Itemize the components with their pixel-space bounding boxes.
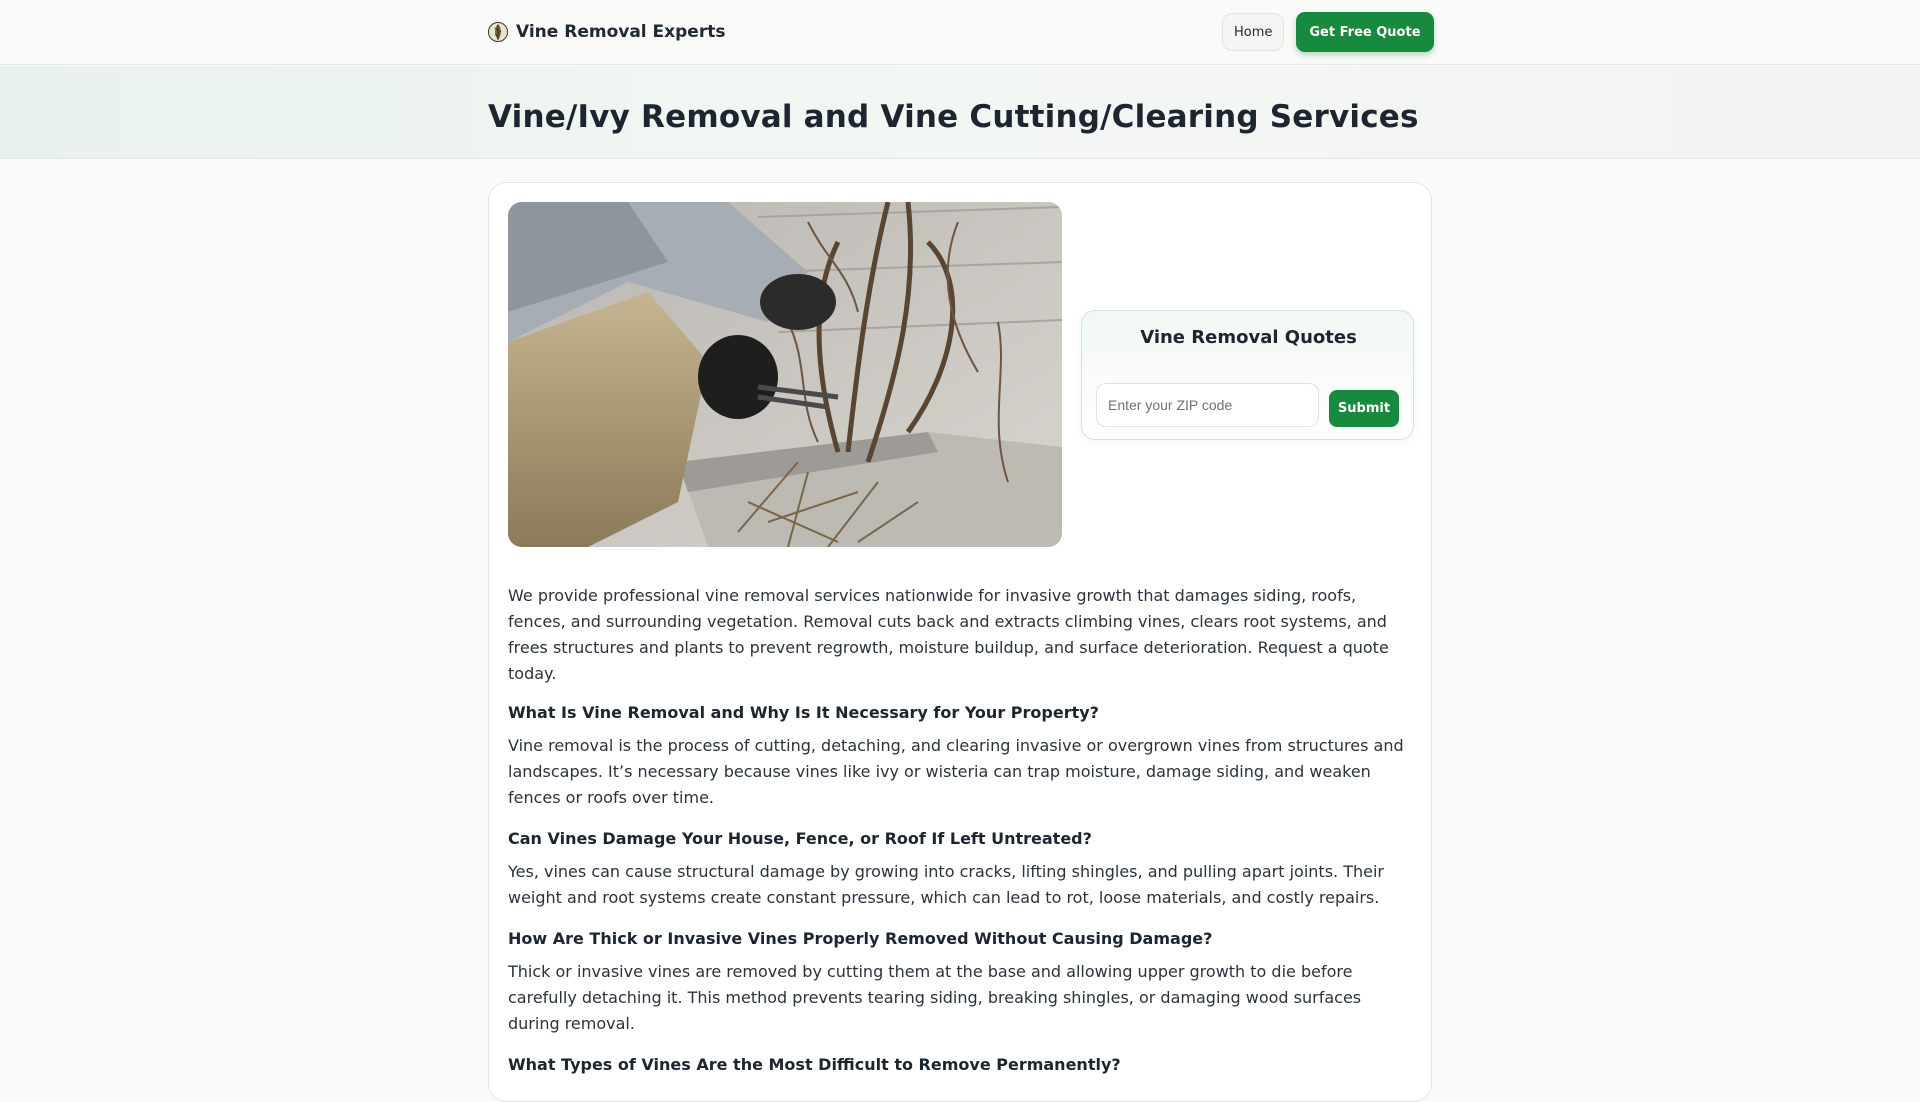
vine-removal-photo xyxy=(508,202,1062,547)
section-heading: How Are Thick or Invasive Vines Properly Removed Without Causing Damage? xyxy=(508,929,1213,948)
brand-name: Vine Removal Experts xyxy=(516,22,726,42)
zip-code-input[interactable] xyxy=(1096,383,1319,427)
hero-banner xyxy=(0,66,1920,159)
brand-link[interactable] xyxy=(488,20,725,44)
section-heading: Can Vines Damage Your House, Fence, or Roof If Left Untreated? xyxy=(508,829,1092,848)
nav-actions xyxy=(1222,12,1434,52)
page-title: Vine/Ivy Removal and Vine Cutting/Clearing Services xyxy=(488,99,1419,135)
intro-paragraph: We provide professional vine removal services nationwide for invasive growth that damages siding, roofs, fences, and surrounding vegetation. Removal cuts back and extracts climbing vines, clears root systems, and frees structures and plants to prevent regrowth, moisture buildup, and surface deterioration. Request a quote today. xyxy=(508,586,1389,683)
section-body: Vine removal is the process of cutting, detaching, and clearing invasive or overgrown vines from structures and landscapes. It’s necessary because vines like ivy or wisteria can trap moisture, damage siding, and weaken fences or roofs over time. xyxy=(508,736,1404,807)
article-content xyxy=(508,583,1414,1085)
section-body: Yes, vines can cause structural damage by growing into cracks, lifting shingles, and pulling apart joints. Their weight and root systems create constant pressure, which can lead to rot, loose materials, and costly repairs. xyxy=(508,862,1384,907)
section-heading: What Is Vine Removal and Why Is It Necessary for Your Property? xyxy=(508,703,1099,722)
vine-cutting-image xyxy=(508,202,1062,547)
ivy-leaf-logo-icon xyxy=(488,21,508,43)
top-navbar xyxy=(0,0,1920,65)
submit-button[interactable]: Submit xyxy=(1329,390,1399,427)
home-button[interactable]: Home xyxy=(1222,13,1284,51)
quote-form xyxy=(1081,310,1414,440)
section-body: Thick or invasive vines are removed by cutting them at the base and allowing upper growth to die before carefully detaching it. This method prevents tearing siding, breaking shingles, or damaging wood surfaces during removal. xyxy=(508,962,1362,1033)
quote-form-title: Vine Removal Quotes xyxy=(1140,327,1357,348)
section-heading: What Types of Vines Are the Most Difficult to Remove Permanently? xyxy=(508,1055,1121,1074)
get-free-quote-button[interactable]: Get Free Quote xyxy=(1296,12,1433,52)
content-card xyxy=(488,182,1432,1102)
